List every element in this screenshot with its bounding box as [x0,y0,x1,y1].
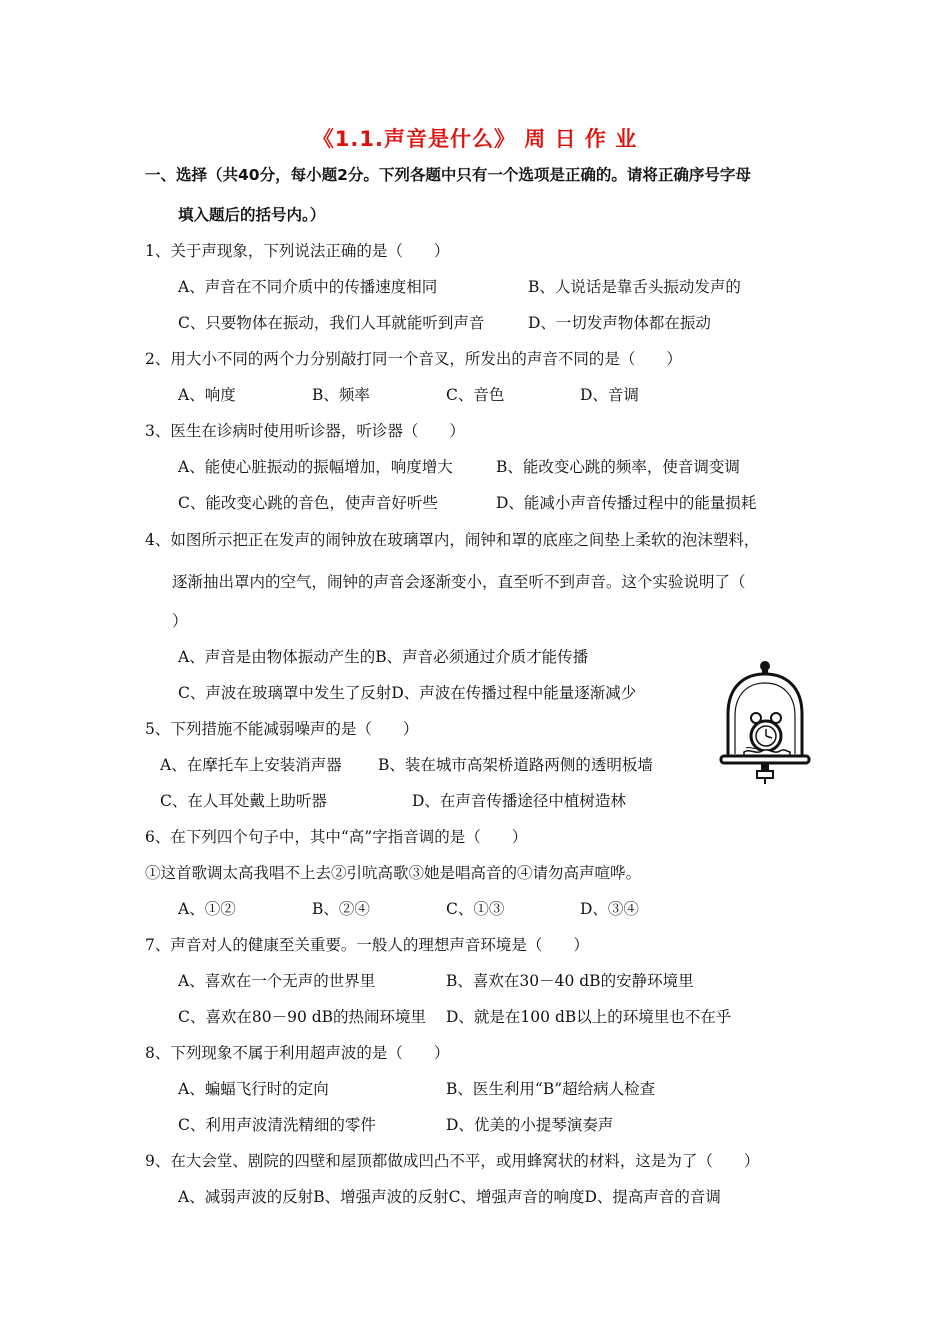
question-7-stem: 7、声音对人的健康至关重要。一般人的理想声音环境是（ ） [145,936,589,954]
question-9-options: A、减弱声波的反射B、增强声波的反射C、增强声音的响度D、提高声音的音调 [178,1188,721,1206]
question-7-option-c: C、喜欢在80－90 dB的热闹环境里 [178,1008,427,1026]
question-8-stem: 8、下列现象不属于利用超声波的是（ ） [145,1044,450,1062]
section-heading-line2: 填入题后的括号内。） [178,206,326,224]
question-5-option-d: D、在声音传播途径中植树造林 [412,792,626,810]
question-1-option-d: D、一切发声物体都在振动 [528,314,711,332]
question-6-option-d: D、③④ [580,900,639,918]
question-4-option-cd: C、声波在玻璃罩中发生了反射D、声波在传播过程中能量逐渐减少 [178,684,637,702]
question-6-option-a: A、①② [178,900,236,918]
question-7-option-b: B、喜欢在30－40 dB的安静环境里 [446,972,694,990]
section-heading-line1: 一、选择（共40分，每小题2分。下列各题中只有一个选项是正确的。请将正确序号字母 [145,166,751,184]
question-3-stem: 3、医生在诊病时使用听诊器，听诊器（ ） [145,422,465,440]
question-9-stem: 9、在大会堂、剧院的四壁和屋顶都做成凹凸不平，或用蜂窝状的材料，这是为了（ ） [145,1152,760,1170]
question-6-sentences: ①这首歌调太高我唱不上去②引吭高歌③她是唱高音的④请勿高声喧哗。 [145,864,642,882]
question-2-option-b: B、频率 [312,386,370,404]
question-2-option-a: A、响度 [178,386,236,404]
question-1-option-a: A、声音在不同介质中的传播速度相同 [178,278,438,296]
question-4-stem-line2: 逐渐抽出罩内的空气，闹钟的声音会逐渐变小，直至听不到声音。这个实验说明了（ [172,573,746,591]
question-8-option-b: B、医生利用“B”超给病人检查 [446,1080,656,1098]
question-6-option-b: B、②④ [312,900,370,918]
question-5-option-b: B、装在城市高架桥道路两侧的透明板墙 [378,756,653,774]
question-8-option-d: D、优美的小提琴演奏声 [446,1116,614,1134]
question-7-option-d: D、就是在100 dB以上的环境里也不在乎 [446,1008,732,1026]
question-1-option-c: C、只要物体在振动，我们人耳就能听到声音 [178,314,485,332]
question-5-stem: 5、下列措施不能减弱噪声的是（ ） [145,720,419,738]
question-6-option-c: C、①③ [446,900,505,918]
question-5-option-c: C、在人耳处戴上助听器 [160,792,327,810]
page-title: 《1.1.声音是什么》 周 日 作 业 [312,127,638,151]
question-2-stem: 2、用大小不同的两个力分别敲打同一个音叉，所发出的声音不同的是（ ） [145,350,682,368]
question-7-option-a: A、喜欢在一个无声的世界里 [178,972,376,990]
question-4-stem-line1: 4、如图所示把正在发声的闹钟放在玻璃罩内，闹钟和罩的底座之间垫上柔软的泡沫塑料， [145,531,760,549]
question-2-option-d: D、音调 [580,386,639,404]
question-1-option-b: B、人说话是靠舌头振动发声的 [528,278,741,296]
question-6-stem: 6、在下列四个句子中，其中“高”字指音调的是（ ） [145,828,528,846]
question-2-option-c: C、音色 [446,386,505,404]
bell-jar-alarm-clock-icon [718,656,814,786]
question-4-stem-line3: ） [172,612,188,630]
question-3-option-b: B、能改变心跳的频率，使音调变调 [496,458,740,476]
question-8-option-a: A、蝙蝠飞行时的定向 [178,1080,329,1098]
question-3-option-a: A、能使心脏振动的振幅增加，响度增大 [178,458,453,476]
question-4-option-ab: A、声音是由物体振动产生的B、声音必须通过介质才能传播 [178,648,589,666]
question-8-option-c: C、利用声波清洗精细的零件 [178,1116,376,1134]
question-3-option-c: C、能改变心跳的音色，使声音好听些 [178,494,438,512]
question-1-stem: 1、关于声现象，下列说法正确的是（ ） [145,242,450,260]
question-3-option-d: D、能减小声音传播过程中的能量损耗 [496,494,757,512]
question-5-option-a: A、在摩托车上安装消声器 [160,756,342,774]
